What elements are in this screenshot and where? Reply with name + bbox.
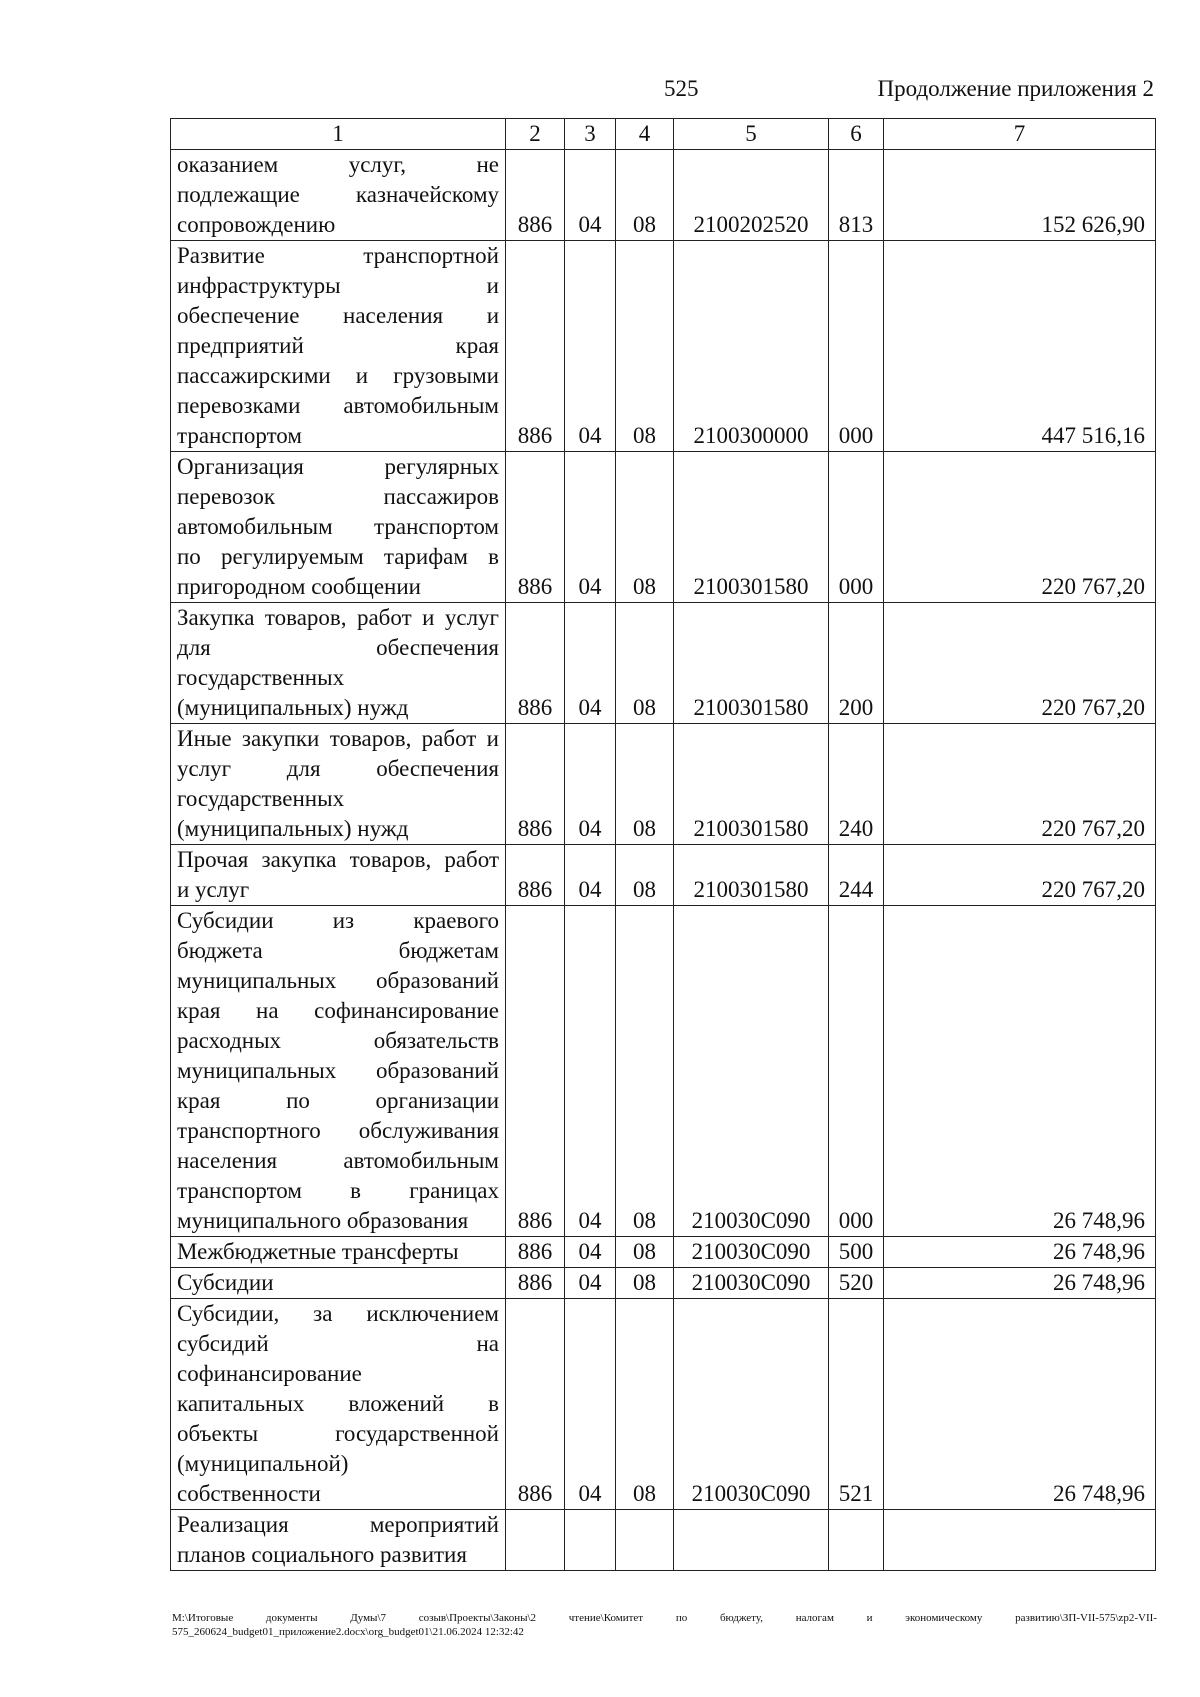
- expense-type-cell: 521: [829, 1299, 884, 1510]
- amount-cell: 447 516,16: [884, 241, 1156, 452]
- expense-type-cell: [829, 1510, 884, 1571]
- section-code-cell: 04: [565, 241, 616, 452]
- target-article-cell: 210030С090: [674, 1268, 829, 1299]
- col-header: 2: [506, 119, 565, 150]
- target-article-cell: 2100300000: [674, 241, 829, 452]
- target-article-cell: 210030С090: [674, 906, 829, 1237]
- file-path-footer: M:\Итоговые документы Думы\7 созыв\Проекты\Законы\2 чтение\Комитет по бюджету, налогам и экономическому развитию\ЗП-VII-575\zp2-VII-575_260624_budget01_приложение2.docx\org_budget01\21.06.2024 12:32:42: [172, 1612, 1157, 1638]
- ministry-code-cell: 886: [506, 845, 565, 906]
- row-name-line: собственности: [177, 1481, 321, 1506]
- row-name-line: транспортом в границах: [177, 1178, 499, 1203]
- expense-type-cell: 240: [829, 724, 884, 845]
- ministry-code-cell: 886: [506, 724, 565, 845]
- row-name-line: по регулируемым тарифам в: [177, 544, 499, 569]
- col-header: 3: [565, 119, 616, 150]
- row-name-line: Межбюджетные трансферты: [177, 1239, 459, 1264]
- amount-cell: [884, 1510, 1156, 1571]
- row-name-line: государственных: [177, 786, 345, 811]
- row-name-line: инфраструктуры и: [177, 273, 499, 298]
- ministry-code-cell: 886: [506, 452, 565, 603]
- row-name-line: перевозок пассажиров: [177, 484, 499, 509]
- row-name-line: края на софинансирование: [177, 998, 499, 1023]
- section-code-cell: 04: [565, 1299, 616, 1510]
- subsection-code-cell: 08: [616, 1237, 674, 1268]
- row-name-line: Субсидии, за исключением: [177, 1301, 499, 1326]
- row-name-line: сопровождению: [177, 212, 336, 237]
- row-name-line: бюджета бюджетам: [177, 938, 499, 963]
- row-name-line: пригородном сообщении: [177, 574, 421, 599]
- target-article-cell: [674, 1510, 829, 1571]
- expense-type-cell: 244: [829, 845, 884, 906]
- row-name-line: муниципального образования: [177, 1208, 469, 1233]
- subsection-code-cell: 08: [616, 452, 674, 603]
- budget-table: [170, 118, 1156, 1571]
- row-name-cell: [171, 603, 506, 724]
- row-name-line: обеспечение населения и: [177, 303, 499, 328]
- section-code-cell: 04: [565, 603, 616, 724]
- ministry-code-cell: 886: [506, 1268, 565, 1299]
- row-name-line: (муниципальных) нужд: [177, 695, 409, 720]
- row-name-cell: [171, 452, 506, 603]
- row-name-line: транспортного обслуживания: [177, 1118, 499, 1143]
- row-name-line: транспортом: [177, 423, 302, 448]
- expense-type-cell: 813: [829, 150, 884, 241]
- row-name-cell: [171, 845, 506, 906]
- expense-type-cell: 000: [829, 452, 884, 603]
- row-name-line: объекты государственной: [177, 1421, 499, 1446]
- section-code-cell: 04: [565, 1237, 616, 1268]
- section-code-cell: 04: [565, 724, 616, 845]
- row-name-line: Организация регулярных: [177, 454, 499, 479]
- col-header: 4: [616, 119, 674, 150]
- ministry-code-cell: 886: [506, 1299, 565, 1510]
- subsection-code-cell: 08: [616, 150, 674, 241]
- row-name-line: (муниципальных) нужд: [177, 816, 409, 841]
- row-name-line: капитальных вложений в: [177, 1391, 499, 1416]
- ministry-code-cell: 886: [506, 150, 565, 241]
- row-name-cell: [171, 241, 506, 452]
- subsection-code-cell: 08: [616, 603, 674, 724]
- row-name-line: для обеспечения: [177, 635, 499, 660]
- row-name-cell: [171, 1237, 506, 1268]
- amount-cell: 220 767,20: [884, 603, 1156, 724]
- row-name-line: населения автомобильным: [177, 1148, 499, 1173]
- ministry-code-cell: [506, 1510, 565, 1571]
- ministry-code-cell: 886: [506, 603, 565, 724]
- table-row: [171, 241, 1156, 452]
- expense-type-cell: 500: [829, 1237, 884, 1268]
- subsection-code-cell: 08: [616, 724, 674, 845]
- row-name-line: Субсидии: [177, 1270, 274, 1295]
- table-row: [171, 1299, 1156, 1510]
- row-name-line: субсидий на: [177, 1331, 499, 1356]
- col-header: 5: [674, 119, 829, 150]
- row-name-line: Реализация мероприятий: [177, 1512, 499, 1537]
- row-name-line: предприятий края: [177, 333, 499, 358]
- row-name-line: оказанием услуг, не: [177, 152, 499, 177]
- row-name-line: края по организации: [177, 1088, 499, 1113]
- table-row: [171, 1268, 1156, 1299]
- target-article-cell: 2100301580: [674, 724, 829, 845]
- col-header: 1: [171, 119, 506, 150]
- subsection-code-cell: [616, 1510, 674, 1571]
- row-name-cell: [171, 1268, 506, 1299]
- row-name-line: муниципальных образований: [177, 1058, 499, 1083]
- row-name-line: государственных: [177, 665, 345, 690]
- section-code-cell: [565, 1510, 616, 1571]
- row-name-line: расходных обязательств: [177, 1028, 499, 1053]
- subsection-code-cell: 08: [616, 906, 674, 1237]
- amount-cell: 220 767,20: [884, 724, 1156, 845]
- section-code-cell: 04: [565, 906, 616, 1237]
- table-header-row: [171, 119, 1156, 150]
- row-name-line: Прочая закупка товаров, работ: [177, 847, 499, 872]
- target-article-cell: 210030С090: [674, 1299, 829, 1510]
- section-code-cell: 04: [565, 150, 616, 241]
- table-row: [171, 150, 1156, 241]
- table-row: [171, 1510, 1156, 1571]
- section-code-cell: 04: [565, 845, 616, 906]
- row-name-line: планов социального развития: [177, 1542, 467, 1567]
- continuation-label: Продолжение приложения 2: [877, 76, 1154, 101]
- page-number: 525: [664, 76, 699, 101]
- subsection-code-cell: 08: [616, 845, 674, 906]
- row-name-cell: [171, 906, 506, 1237]
- row-name-line: пассажирскими и грузовыми: [177, 363, 499, 388]
- amount-cell: 26 748,96: [884, 906, 1156, 1237]
- target-article-cell: 2100202520: [674, 150, 829, 241]
- ministry-code-cell: 886: [506, 906, 565, 1237]
- row-name-line: автомобильным транспортом: [177, 514, 499, 539]
- table-row: [171, 906, 1156, 1237]
- row-name-cell: [171, 1299, 506, 1510]
- expense-type-cell: 000: [829, 241, 884, 452]
- col-header: 6: [829, 119, 884, 150]
- row-name-line: подлежащие казначейскому: [177, 182, 499, 207]
- expense-type-cell: 000: [829, 906, 884, 1237]
- section-code-cell: 04: [565, 1268, 616, 1299]
- row-name-line: Закупка товаров, работ и услуг: [177, 605, 499, 630]
- row-name-line: муниципальных образований: [177, 968, 499, 993]
- row-name-line: услуг для обеспечения: [177, 756, 499, 781]
- amount-cell: 220 767,20: [884, 452, 1156, 603]
- row-name-cell: [171, 1510, 506, 1571]
- subsection-code-cell: 08: [616, 1268, 674, 1299]
- row-name-line: Иные закупки товаров, работ и: [177, 726, 499, 751]
- target-article-cell: 2100301580: [674, 845, 829, 906]
- row-name-cell: [171, 724, 506, 845]
- row-name-line: (муниципальной): [177, 1451, 349, 1476]
- amount-cell: 220 767,20: [884, 845, 1156, 906]
- subsection-code-cell: 08: [616, 1299, 674, 1510]
- table-row: [171, 603, 1156, 724]
- row-name-line: Развитие транспортной: [177, 243, 499, 268]
- ministry-code-cell: 886: [506, 1237, 565, 1268]
- table-row: [171, 1237, 1156, 1268]
- target-article-cell: 2100301580: [674, 452, 829, 603]
- amount-cell: 26 748,96: [884, 1299, 1156, 1510]
- row-name-line: Субсидии из краевого: [177, 908, 499, 933]
- amount-cell: 26 748,96: [884, 1268, 1156, 1299]
- expense-type-cell: 200: [829, 603, 884, 724]
- row-name-cell: [171, 150, 506, 241]
- ministry-code-cell: 886: [506, 241, 565, 452]
- amount-cell: 152 626,90: [884, 150, 1156, 241]
- section-code-cell: 04: [565, 452, 616, 603]
- target-article-cell: 2100301580: [674, 603, 829, 724]
- col-header: 7: [884, 119, 1156, 150]
- row-name-line: перевозками автомобильным: [177, 393, 499, 418]
- table-row: [171, 724, 1156, 845]
- expense-type-cell: 520: [829, 1268, 884, 1299]
- table-body: [171, 150, 1156, 1571]
- table-row: [171, 452, 1156, 603]
- row-name-line: софинансирование: [177, 1361, 362, 1386]
- amount-cell: 26 748,96: [884, 1237, 1156, 1268]
- subsection-code-cell: 08: [616, 241, 674, 452]
- target-article-cell: 210030С090: [674, 1237, 829, 1268]
- row-name-line: и услуг: [177, 877, 250, 902]
- table-row: [171, 845, 1156, 906]
